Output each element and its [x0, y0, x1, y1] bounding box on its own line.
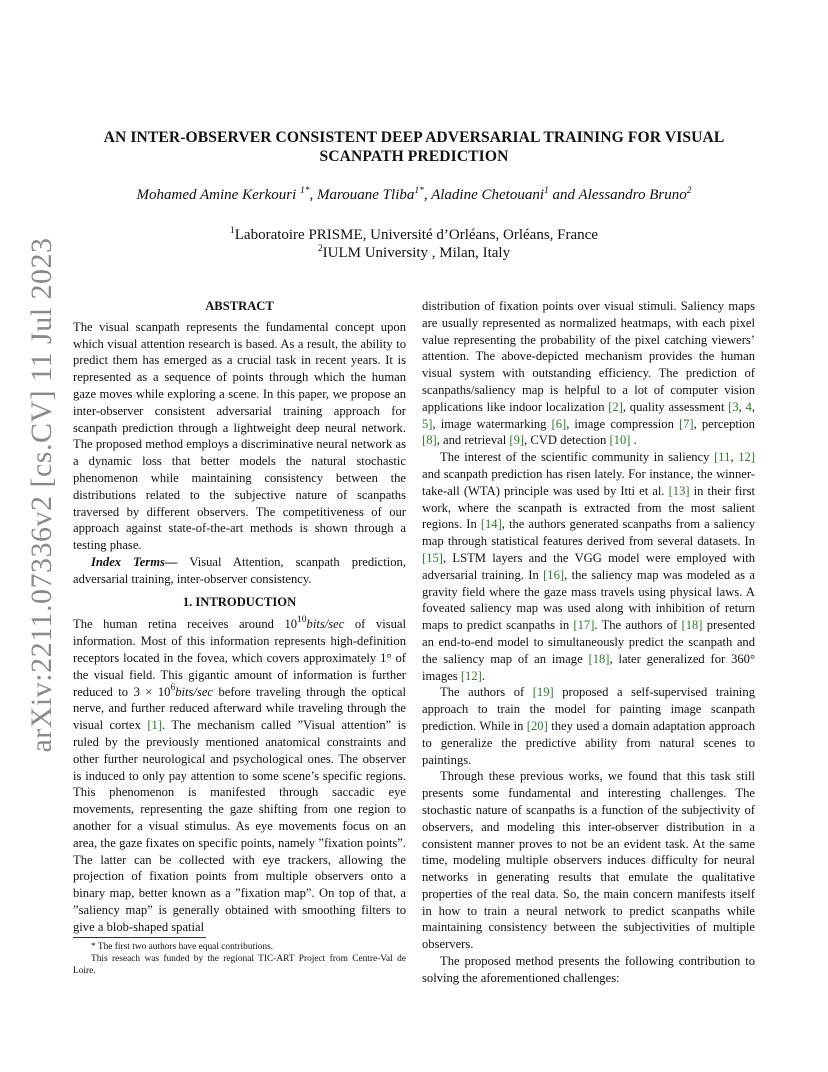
- citation-link[interactable]: [2]: [608, 399, 623, 414]
- intro-math-2: [133, 682, 213, 699]
- citation-link[interactable]: [13]: [668, 483, 690, 498]
- author-2-sup: 1*: [414, 186, 424, 196]
- text: in their first work, where the scanpath is extracted from the most salient regions. In: [422, 483, 756, 532]
- author-list: [60, 186, 768, 204]
- right-paragraph-2: [422, 449, 755, 684]
- citation-link[interactable]: [18]: [588, 651, 610, 666]
- text: ,: [751, 399, 755, 414]
- text: and scanpath prediction has risen lately. For instance, the winner-take-all (WTA) principle was used by Itti et al.: [422, 466, 755, 498]
- math-unit: bits/sec: [175, 684, 213, 699]
- text: , the authors generated scanpaths from a saliency map through statistical features derived from several datasets. In: [422, 517, 755, 549]
- citation-link[interactable]: [16]: [543, 567, 565, 582]
- text: distribution of fixation points over visual stimuli. Saliency maps are usually represented as normalized heatmaps, with each pixel value representing the probability of the pixel catching viewers’ attention. The above-depicted mechanism provides the human visual system with outstanding efficiency. The prediction of scanpaths/saliency map is helpful to a lot of computer vision applications like indoor localization: [422, 299, 755, 414]
- abstract-text: The visual scanpath represents the fundamental concept upon which visual attention research is based. As a result, the ability to predict them has emerged as a crucial task in recent years. It is represented as a sequence of points through which the human gaze moves while exploring a scene. In this paper, we propose an inter-observer consistent adversarial training approach for scanpath prediction through a lightweight deep neural network. The proposed method employs a discriminative neural network as a dynamic loss that better models the natural stochastic phenomenon while maintaining consistency between the distributions related to the subjective nature of scanpaths traversed by different observers. The competitiveness of our approach against state-of-the-art methods is shown through a testing phase.: [73, 319, 406, 553]
- citation-link[interactable]: 4: [745, 399, 752, 414]
- text: ,: [738, 399, 746, 414]
- index-terms-label: Index Terms—: [91, 554, 178, 569]
- right-paragraph-1: [422, 298, 755, 449]
- text: The interest of the scientific community in saliency: [440, 450, 715, 465]
- affiliation-2-sup: 2: [317, 244, 323, 254]
- text: proposed a self-supervised training approach to train the model for painting image scanpath prediction. While in: [422, 685, 755, 733]
- text: ,: [730, 450, 739, 465]
- abstract-heading: ABSTRACT: [205, 299, 274, 313]
- author-1-sup: 1*: [300, 186, 310, 196]
- citation-link[interactable]: [1]: [147, 718, 163, 733]
- intro-math-1: [284, 617, 344, 631]
- citation-link[interactable]: [17]: [573, 618, 595, 633]
- citation-link[interactable]: [11: [714, 450, 731, 465]
- affiliation-1: [60, 226, 768, 244]
- intro-text-4: . The mechanism called ”Visual attention” is ruled by the previously mentioned anatomical constraints and other further neurological and psychological ones. The observer is induced to only pay attention to some scene’s specific regions. This phenomenon is manifested through saccadic eye movements, representing the gaze shifting from one region to another for a visual stimulus. As eye movements focus on an area, the gaze fixates on specific points, namely ”fixation points”. The latter can be collected with eye trackers, allowing the projection of fixation points from multiple observers onto a binary map, better known as a ”fixation map”. On top of that, a ”saliency map” is generally obtained with smoothing filters to give a blob-shaped spatial: [73, 718, 406, 934]
- author-3: , Aladine Chetouani: [423, 187, 545, 203]
- math-unit: bits/sec: [306, 617, 345, 632]
- affiliation-1-text: Laboratoire PRISME, Université d’Orléans, Orléans, France: [234, 227, 598, 243]
- citation-link[interactable]: [15]: [422, 550, 443, 565]
- intro-text-2: of visual information. Most of this information represents high-definition receptors located in the fovea, which covers approximately 1° of the visual field. This gigantic amount of information is further reduced to: [73, 617, 406, 699]
- author-4-sup: 2: [686, 186, 692, 196]
- intro-paragraph: [73, 616, 406, 935]
- affiliation-2-text: IULM University , Milan, Italy: [322, 245, 511, 261]
- author-1: Mohamed Amine Kerkouri: [136, 187, 300, 203]
- text: , later generalized for 360° images: [422, 651, 755, 683]
- citation-link[interactable]: [9]: [509, 433, 525, 448]
- math-exp: 10: [297, 615, 307, 626]
- footnote-1: * The first two authors have equal contributions.: [91, 942, 274, 952]
- citation-link[interactable]: [10]: [609, 433, 631, 448]
- right-paragraph-5: The proposed method presents the following contribution to solving the aforementioned challenges:: [422, 954, 755, 985]
- text: , CVD detection: [524, 433, 610, 448]
- text: , the saliency map was modeled as a gravity field where the gaze mass travels using physical laws. A foveated saliency map was used along with inhibition of return maps to predict scanpaths in: [422, 567, 755, 633]
- index-terms: [73, 554, 406, 588]
- text: The authors of: [440, 685, 533, 700]
- citation-link[interactable]: 12]: [738, 450, 756, 465]
- author-2: , Marouane Tliba: [309, 187, 415, 203]
- author-3-sup: 1: [544, 186, 549, 196]
- intro-text-1: The human retina receives around: [73, 617, 285, 632]
- citation-link[interactable]: [12]: [460, 668, 482, 683]
- right-paragraph-3: [422, 684, 755, 768]
- text: , image watermarking: [432, 416, 552, 431]
- citation-link[interactable]: [19]: [532, 685, 554, 700]
- arxiv-id: arXiv:2211.07336v2 [cs.CV] 11 Jul 2023: [25, 237, 58, 753]
- citation-link[interactable]: 5]: [422, 416, 433, 431]
- footnote-2: This reseach was funded by the regional TIC-ART Project from Centre-Val de Loire.: [73, 954, 406, 976]
- text: , LSTM layers and the VGG model were employed with adversarial training. In: [422, 550, 755, 582]
- text: , quality assessment: [622, 399, 729, 414]
- text: , image compression: [566, 416, 679, 431]
- text: , and retrieval: [436, 433, 510, 448]
- index-terms-text: Visual Attention, scanpath prediction, adversarial training, inter-observer consistency.: [73, 554, 407, 586]
- text: , perception: [693, 416, 755, 431]
- right-paragraph-4: Through these previous works, we found that this task still presents some fundamental and interesting challenges. The stochastic nature of scanpaths is a function of the subjectivity of observers, and modeling this inter-observer distribution in a consistent manner proves to not be an evident task. At the same time, modeling multiple observers induces difficulty for neural networks in generating results that emulate the qualitative properties of the real data. So, the main concern manifests itself in how to train a neural network to predict scanpaths while maintaining consistency between the subjectivities of multiple observers.: [422, 769, 755, 952]
- citation-link[interactable]: [20]: [526, 718, 548, 733]
- math-exp: 6: [170, 682, 176, 693]
- intro-text-3: before traveling through the optical nerve, and further reduced afterward while traveling through the visual cortex: [73, 684, 407, 733]
- intro-heading: 1. INTRODUCTION: [182, 594, 297, 609]
- footnote-rule: [73, 937, 206, 938]
- citation-link[interactable]: [8]: [422, 433, 437, 448]
- math-base: 3 × 10: [133, 684, 171, 699]
- affiliation-2: [60, 244, 768, 262]
- footnotes: [73, 941, 406, 977]
- affiliation-1-sup: 1: [230, 226, 235, 236]
- citation-link[interactable]: [3: [728, 399, 739, 414]
- text: .: [481, 668, 485, 683]
- paper-title: AN INTER-OBSERVER CONSISTENT DEEP ADVERSARIAL TRAINING FOR VISUAL SCANPATH PREDICTION: [103, 129, 725, 165]
- author-4: and Alessandro Bruno: [548, 187, 687, 203]
- citation-link[interactable]: [14]: [480, 517, 502, 532]
- citation-link[interactable]: [6]: [551, 416, 567, 431]
- math-base: 10: [284, 617, 298, 632]
- right-column: [422, 298, 755, 987]
- text: . The authors of: [594, 618, 682, 633]
- citation-link[interactable]: [7]: [678, 416, 694, 431]
- text: .: [630, 433, 637, 448]
- citation-link[interactable]: [18]: [681, 618, 703, 633]
- text: presented an end-to-end model to simultaneously predict the scanpath and the saliency map of an image: [422, 618, 755, 666]
- left-column: [73, 298, 406, 935]
- text: they used a domain adaptation approach to generalize the predictive ability from natural scenes to paintings.: [422, 718, 755, 767]
